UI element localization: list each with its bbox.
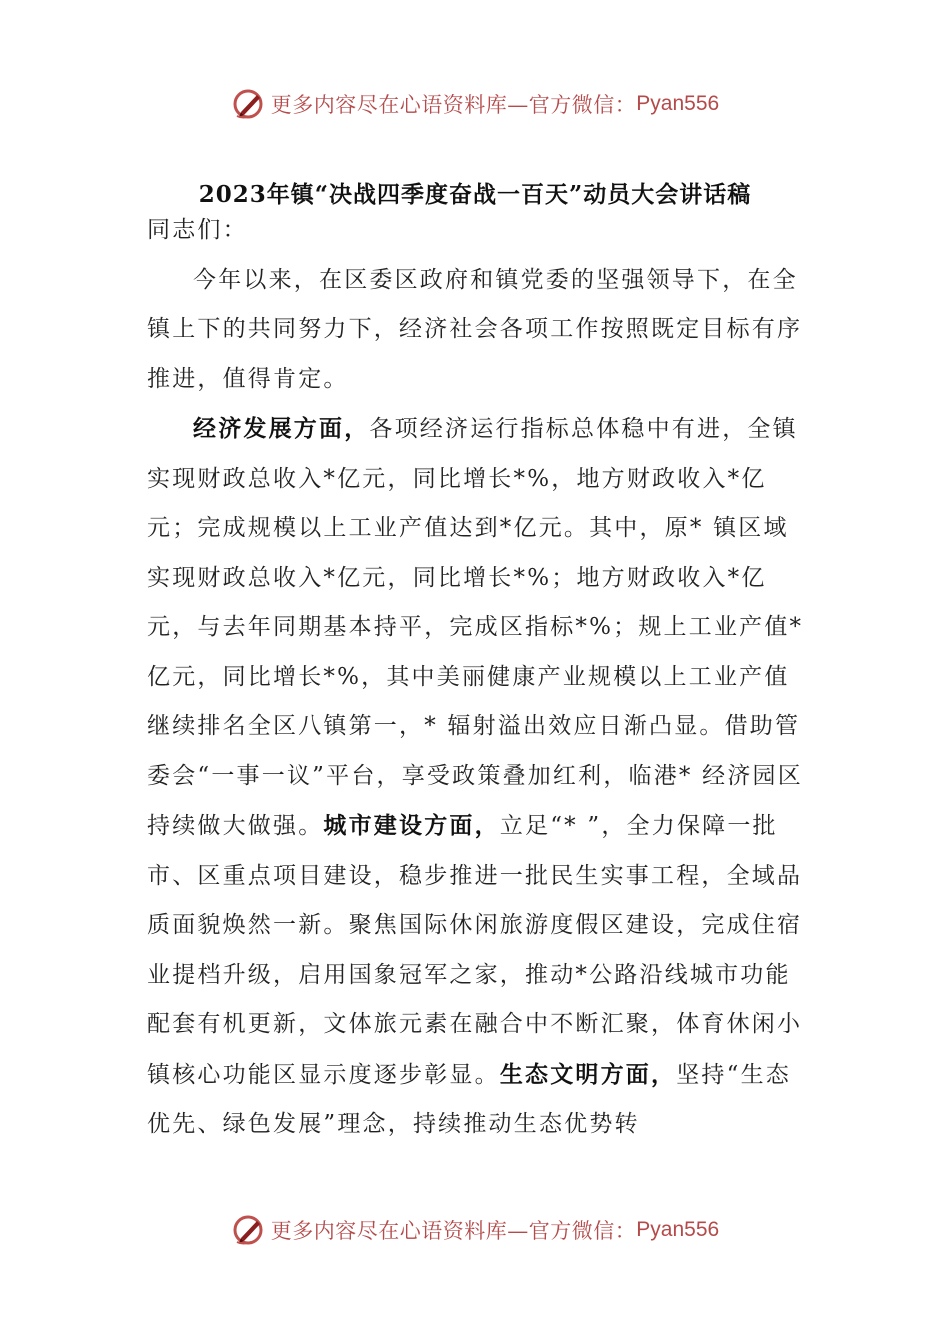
banner-wechat-id: Pyan556 [636,1218,720,1241]
main-paragraph [147,404,807,1150]
greeting: 同志们： [147,217,248,243]
pen-logo-icon [231,1212,267,1248]
banner-text: 更多内容尽在心语资料库—官方微信： [270,93,637,117]
footer-banner [0,1210,950,1250]
banner-text: 更多内容尽在心语资料库—官方微信： [270,1219,637,1243]
heading-urban: 城市建设方面， [323,812,500,839]
text-ecology: 坚持“生态优先、绿色发展”理念，持续推动生态优势转 [147,1061,791,1137]
header-banner [0,84,950,124]
banner-wechat-id: Pyan556 [636,92,720,115]
heading-ecology: 生态文明方面， [499,1060,677,1088]
intro-paragraph: 今年以来，在区委区政府和镇党委的坚强领导下，在全镇上下的共同努力下，经济社会各项工作按照既定目标有序推进，值得肯定。 [147,266,803,392]
document-title: 2023年镇“决战四季度奋战一百天”动员大会讲话稿 [198,181,752,208]
text-urban: 立足“* ”，全力保障一批市、区重点项目建设，稳步推进一批民生实事工程，全域品质面貌焕然一新。聚焦国际休闲旅游度假区建设，完成住宿业提档升级，启用国象冠军之家，推动*公路沿线城市功能配套有机更新，文体旅元素在融合中不断汇聚，体育休闲小镇核心功能区显示度逐步彰显。 [147,813,803,1088]
text-economy: 各项经济运行指标总体稳中有进，全镇实现财政总收入*亿元，同比增长*%，地方财政收入*亿元；完成规模以上工业产值达到*亿元。其中，原* 镇区域实现财政总收入*亿元，同比增长*%；地方财政收入*亿元，与去年同期基本持平，完成区指标*%；规上工业产值*亿元，同比增长*%，其中美丽健康产业规模以上工业产值继续排名全区八镇第一，* 辐射溢出效应日渐凸显。借助管委会“一事一议”平台，享受政策叠加红利，临港* 经济园区持续做大做强。 [147,416,804,839]
pen-logo-icon [231,86,267,122]
document-body [147,206,807,1150]
heading-economy: 经济发展方面， [193,415,370,442]
